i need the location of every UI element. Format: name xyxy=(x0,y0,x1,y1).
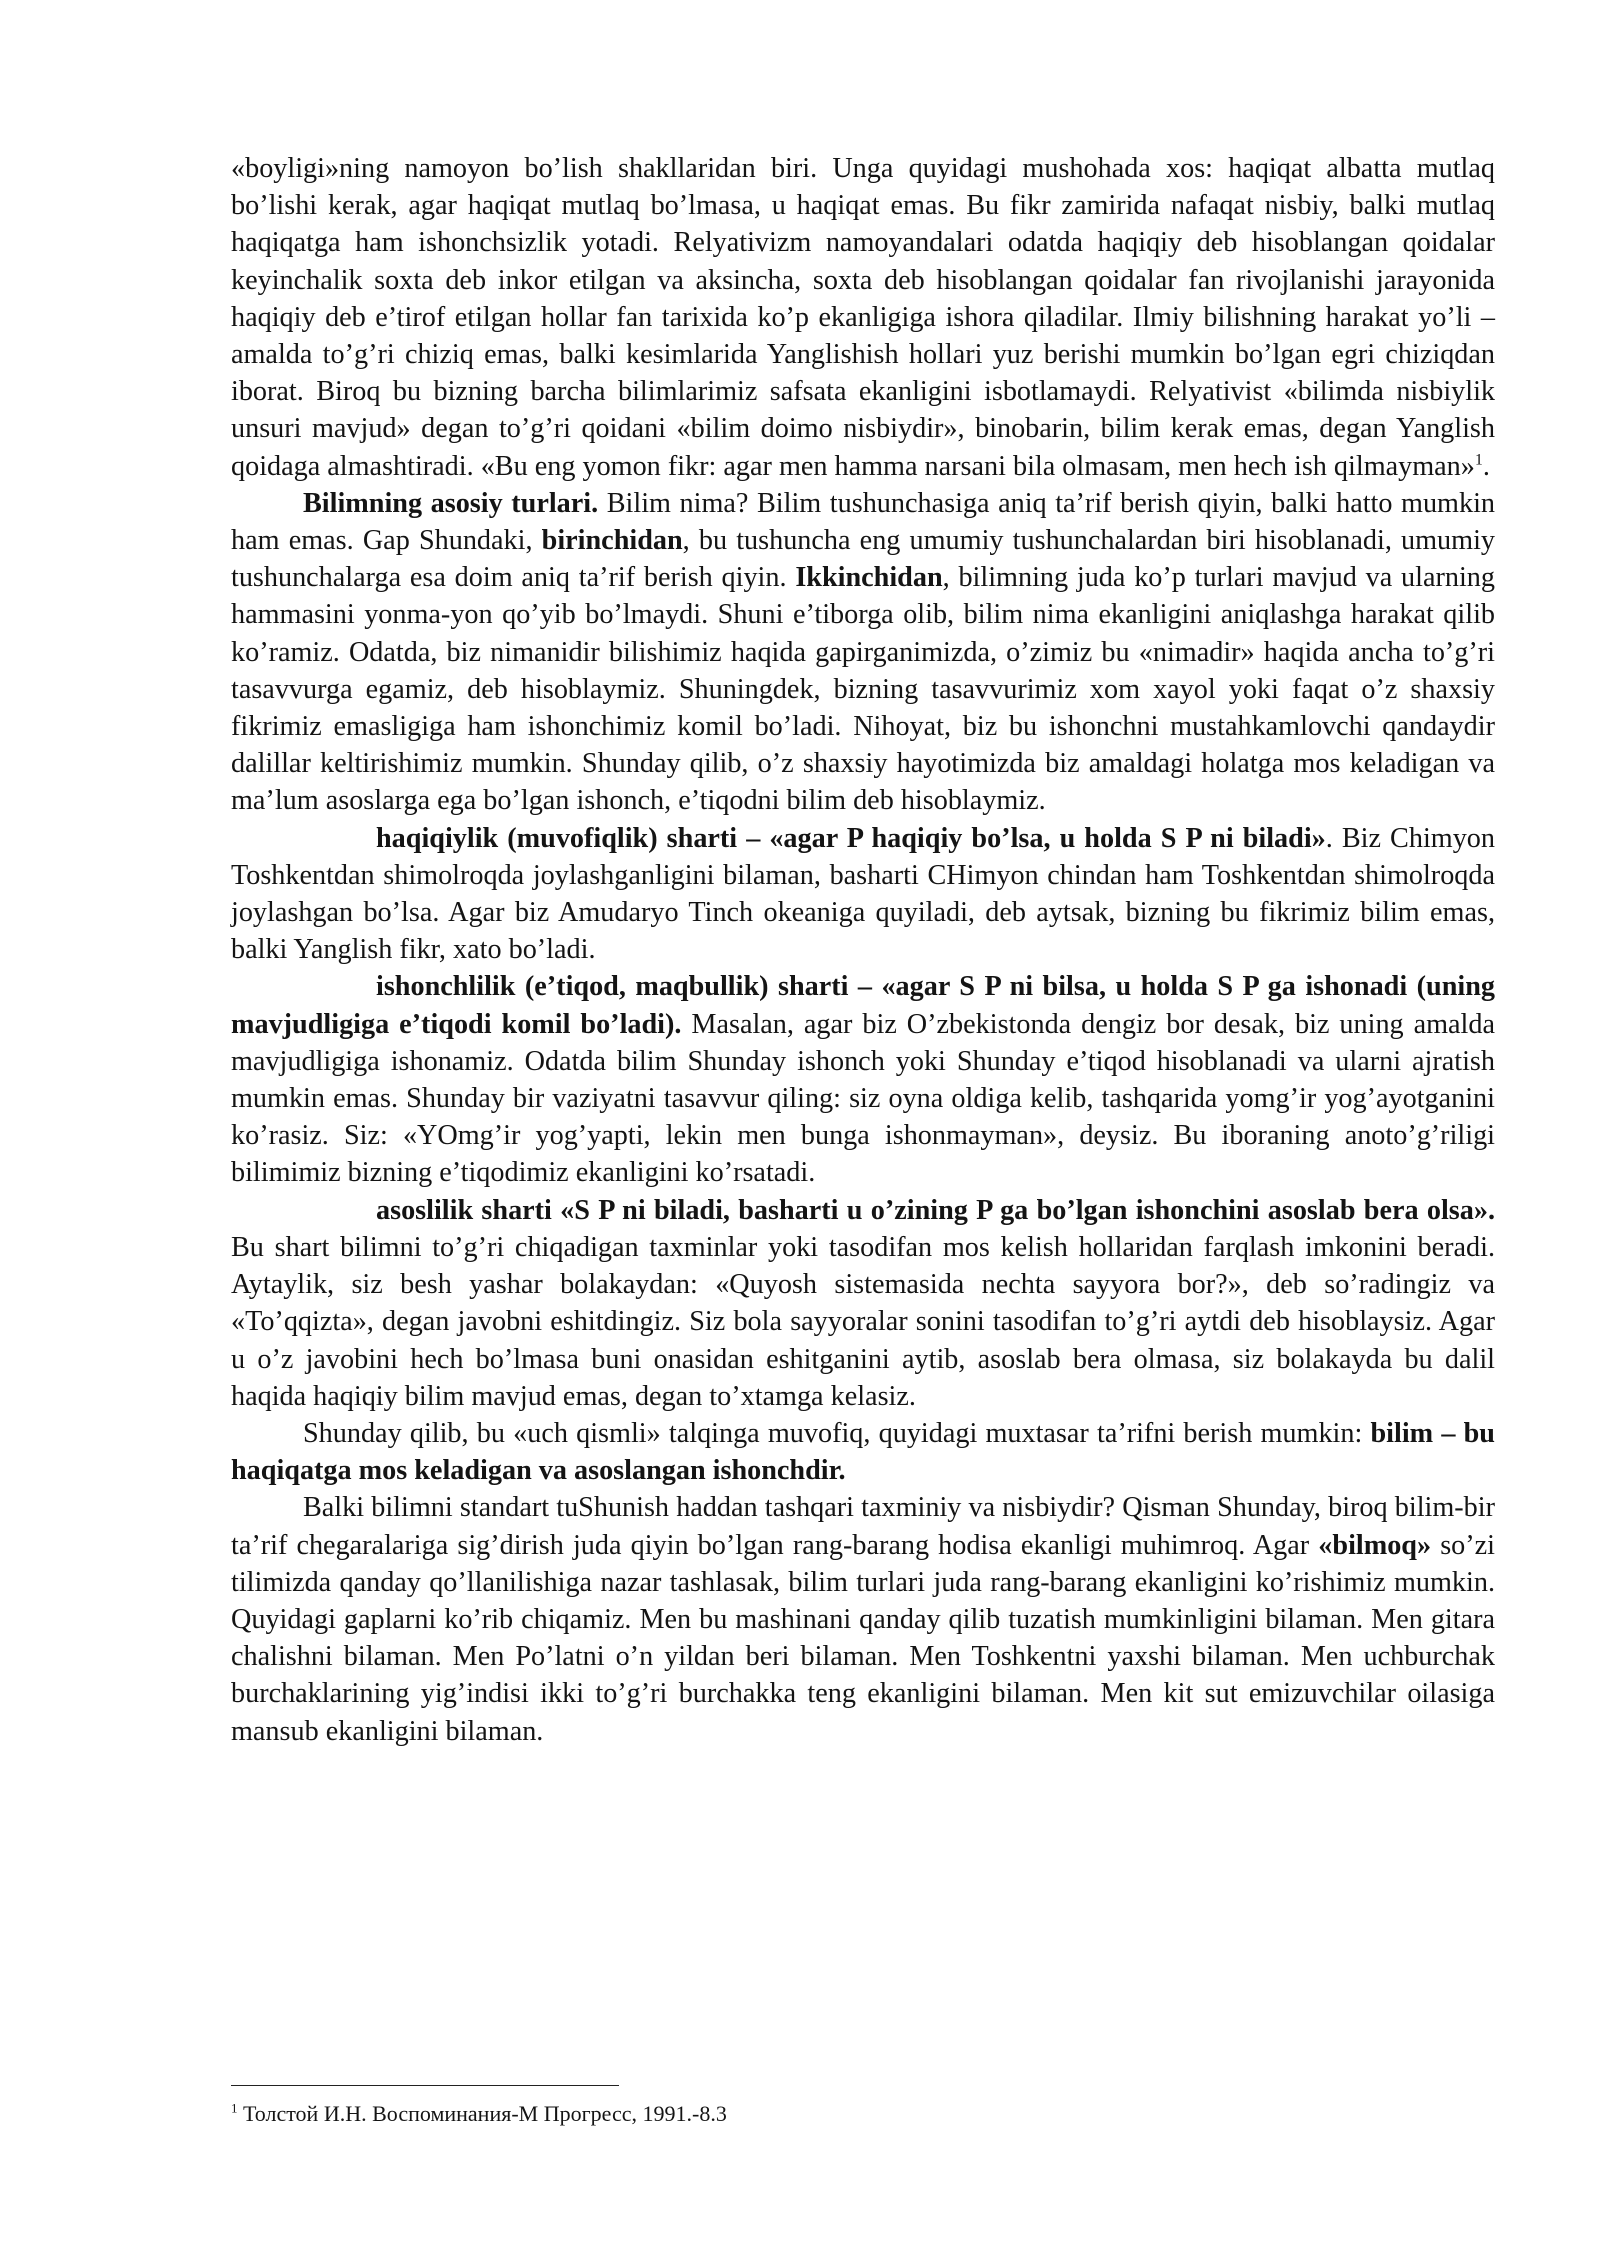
paragraph-text: Bu shart bilimni to’g’ri chiqadigan taxminlar yoki tasodifan mos kelish hollaridan farqlash imkonini beradi. Aytaylik, siz besh yashar bolakaydan: «Quyosh sistemasida nechta sayyora bor?», deb so’radingiz va «To’qqizta», degan javobni eshitdingiz. Siz bola sayyoralar sonini tasodifan to’g’ri aytdi deb hisoblaysiz. Agar u o’z javobini hech bo’lmasa buni onasidan eshitganini aytib, asoslab bera olmasa, siz bolakayda bu dalil haqida haqiqiy bilim mavjud emas, degan to’xtamga kelasiz. xyxy=(231,1231,1495,1412)
paragraph-truth-condition xyxy=(231,820,1495,969)
paragraph-text: , bilimning juda ko’p turlari mavjud va ularning hammasini yonma-yon qo’yib bo’lmaydi. Shuni e’tiborga olib, bilim nima ekanligini aniqlashga harakat qilib ko’ramiz. Odatda, biz nimanidir bilishimiz haqida gapirganimizda, o’zimiz bu «nimadir» haqida ancha to’g’ri tasavvurga egamiz, deb hisoblaymiz. Shuningdek, bizning tasavvurimiz xom xayol yoki faqat o’z shaxsiy fikrimiz emasligiga ham ishonchimiz komil bo’ladi. Nihoyat, biz bu ishonchni mustahkamlovchi qandaydir dalillar keltirishimiz mumkin. Shunday qilib, o’z shaxsiy hayotimizda biz amaldagi holatga mos keladigan va ma’lum asoslarga ega bo’lgan ishonch, e’tiqodni bilim deb hisoblaymiz. xyxy=(231,562,1495,817)
paragraph-end: . xyxy=(1482,450,1490,482)
footnote xyxy=(231,2100,727,2128)
emphasis-second: Ikkinchidan xyxy=(795,562,943,594)
condition-title: haqiqiylik (muvofiqlik) sharti – «agar P haqiqiy bo’lsa, u holda S P ni biladi» xyxy=(376,822,1326,854)
footnote-reference[interactable]: 1 xyxy=(1474,451,1483,469)
footnote-text: Толстой И.Н. Воспоминания-М Прогресс, 1991.-8.3 xyxy=(237,2101,727,2126)
definition-bold: bilim – bu haqiqatga mos keladigan va asoslangan ishonchdir. xyxy=(231,1417,1495,1487)
paragraph-types-of-knowledge xyxy=(231,485,1495,820)
paragraph-text: Bilim nima? Bilim tushunchasiga aniq ta’rif berish qiyin, balki hatto mumkin ham emas. Gap Shundaki, xyxy=(231,487,1496,557)
paragraph-text: , bu tushuncha eng umumiy tushunchalardan biri hisoblanadi, umumiy tushunchalarga esa doim aniq ta’rif berish qiyin. xyxy=(231,525,1495,594)
paragraph-text: Balki bilimni standart tuShunish haddan tashqari taxminiy va nisbiydir? Qisman Shunday, biroq bilim-bir ta’rif chegaralariga sig’dirish juda qiyin bo’lgan rang-barang hodisa ekanligi muhimroq. Agar xyxy=(231,1492,1495,1561)
footnote-separator xyxy=(231,2085,619,2086)
paragraph-justification-condition xyxy=(231,1192,1495,1415)
paragraph-belief-condition xyxy=(231,968,1495,1191)
paragraph-kinds-of-knowing xyxy=(231,1489,1495,1749)
paragraph-relativism xyxy=(231,150,1495,485)
emphasis-first: birinchidan xyxy=(541,525,683,557)
condition-title: asoslilik sharti «S P ni biladi, basharti u o’zining P ga bo’lgan ishonchini asoslab bera olsa». xyxy=(376,1194,1495,1226)
term-bold: «bilmoq» xyxy=(1318,1529,1432,1561)
condition-title: ishonchlilik (e’tiqod, maqbullik) sharti – «agar S P ni bilsa, u holda S P ga ishonadi (uning mavjudligiga e’tiqodi komil bo’ladi). xyxy=(231,971,1495,1040)
paragraph-text: Masalan, agar biz O’zbekistonda dengiz bor desak, biz uning amalda mavjudligiga ishonamiz. Odatda bilim Shunday ishonch yoki Shunday e’tiqod hisoblanadi va ularni ajratish mumkin emas. Shunday bir vaziyatni tasavvur qiling: siz oyna oldiga kelib, tashqarida yomg’ir yog’ayotganini ko’rasiz. Siz: «YOmg’ir yog’yapti, lekin men bunga ishonmayman», deysiz. Bu iboraning anoto’g’riligi bilimimiz bizning e’tiqodimiz ekanligini ko’rsatadi. xyxy=(231,1008,1495,1189)
paragraph-text: «boyligi»ning namoyon bo’lish shakllaridan biri. Unga quyidagi mushohada xos: haqiqat albatta mutlaq bo’lishi kerak, agar haqiqat mutlaq bo’lmasa, u haqiqat emas. Bu fikr zamirida nafaqat nisbiy, balki mutlaq haqiqatga ham ishonchsizlik yotadi. Relyativizm namoyandalari odatda haqiqiy deb hisoblangan qoidalar keyinchalik soxta deb inkor etilgan va aksincha, soxta deb hisoblangan qoidalar fan rivojlanishi jarayonida haqiqiy deb e’tirof etilgan hollar fan tarixida ko’p ekanligiga ishora qiladilar. Ilmiy bilishning harakat yo’li – amalda to’g’ri chiziq emas, balki kesimlarida Yanglishish hollari yuz berishi mumkin bo’lgan egri chiziqdan iborat. Biroq bu bizning barcha bilimlarimiz safsata ekanligini isbotlamaydi. Relyativist «bilimda nisbiylik unsuri mavjud» degan to’g’ri qoidani «bilim doimo nisbiydir», binobarin, bilim kerak emas, degan Yanglish qoidaga almashtiradi. «Bu eng yomon fikr: agar men hamma narsani bila olmasam, men hech ish qilmayman» xyxy=(231,153,1495,482)
paragraph-definition xyxy=(231,1415,1495,1489)
paragraph-text: so’zi tilimizda qanday qo’llanilishiga nazar tashlasak, bilim turlari juda rang-barang ekanligini ko’rishimiz mumkin. Quyidagi gaplarni ko’rib chiqamiz. Men bu mashinani qanday qilib tuzatish mumkinligini bilaman. Men gitara chalishni bilaman. Men Po’latni o’n yildan beri bilaman. Men Toshkentni yaxshi bilaman. Men uchburchak burchaklarining yig’indisi ikki to’g’ri burchakka teng ekanligini bilaman. Men kit sut emizuvchilar oilasiga mansub ekanligini bilaman. xyxy=(231,1529,1495,1747)
document-body xyxy=(231,150,1495,1750)
paragraph-text: . Biz Chimyon Toshkentdan shimolroqda joylashganligini bilaman, basharti CHimyon chindan ham Toshkentdan shimolroqda joylashgan bo’lsa. Agar biz Amudaryo Tinch okeaniga quyiladi, deb aytsak, bizning bu fikrimiz bilim emas, balki Yanglish fikr, xato bo’ladi. xyxy=(231,822,1495,966)
footnote-mark: 1 xyxy=(231,2100,238,2116)
section-heading: Bilimning asosiy turlari. xyxy=(303,487,599,519)
paragraph-text: Shunday qilib, bu «uch qismli» talqinga muvofiq, quyidagi muxtasar ta’rifni berish mumkin: xyxy=(303,1417,1371,1449)
